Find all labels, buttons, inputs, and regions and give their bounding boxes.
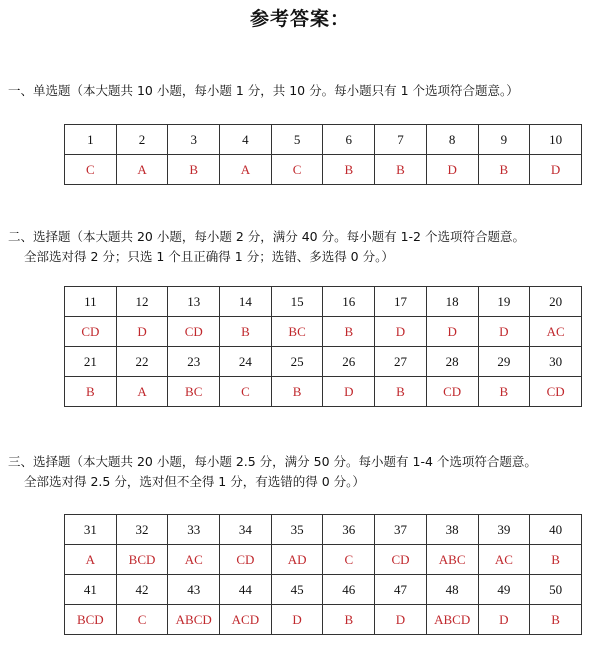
question-number: 17	[375, 287, 427, 317]
answer-cell: B	[478, 377, 530, 407]
question-number: 27	[375, 347, 427, 377]
answer-cell: AC	[530, 317, 582, 347]
question-number: 13	[168, 287, 220, 317]
answer-cell: AC	[168, 545, 220, 575]
section-2-heading-line-1: 二、选择题（本大题共 20 小题，每小题 2 分，满分 40 分。每小题有 1-2 个选项符合题意。	[8, 229, 525, 244]
question-number: 25	[271, 347, 323, 377]
answer-cell: C	[65, 155, 117, 185]
answer-cell: B	[323, 317, 375, 347]
section-1-heading-line: 一、单选题（本大题共 10 小题，每小题 1 分，共 10 分。每小题只有 1 个选项符合题意。）	[8, 83, 519, 98]
question-number: 22	[116, 347, 168, 377]
answer-cell: BCD	[65, 605, 117, 635]
question-number: 18	[426, 287, 478, 317]
question-number: 8	[426, 125, 478, 155]
section-1-answer-table	[64, 124, 582, 185]
answer-cell: D	[375, 317, 427, 347]
answer-cell: AD	[271, 545, 323, 575]
question-number: 49	[478, 575, 530, 605]
question-number: 7	[375, 125, 427, 155]
question-number: 34	[220, 515, 272, 545]
answer-cell: BC	[271, 317, 323, 347]
answer-cell: B	[478, 155, 530, 185]
answer-cell: B	[375, 155, 427, 185]
answer-cell: ABC	[426, 545, 478, 575]
answer-cell: D	[375, 605, 427, 635]
answer-cell: ABCD	[426, 605, 478, 635]
question-number: 29	[478, 347, 530, 377]
answer-cell: C	[116, 605, 168, 635]
question-number: 24	[220, 347, 272, 377]
question-number: 30	[530, 347, 582, 377]
question-number: 48	[426, 575, 478, 605]
section-3-heading-line-1: 三、选择题（本大题共 20 小题，每小题 2.5 分，满分 50 分。每小题有 1-4 个选项符合题意。	[8, 454, 537, 469]
answer-cell: C	[271, 155, 323, 185]
question-number: 5	[271, 125, 323, 155]
section-1-heading	[8, 81, 519, 101]
answer-cell: C	[220, 377, 272, 407]
question-number: 28	[426, 347, 478, 377]
question-number: 50	[530, 575, 582, 605]
answer-cell: D	[116, 317, 168, 347]
question-number: 16	[323, 287, 375, 317]
answer-cell: B	[220, 317, 272, 347]
answer-cell: D	[478, 605, 530, 635]
question-number: 3	[168, 125, 220, 155]
question-number: 11	[65, 287, 117, 317]
answer-cell: CD	[168, 317, 220, 347]
answer-cell: B	[271, 377, 323, 407]
section-3-answer-table	[64, 514, 582, 635]
answer-cell: A	[116, 377, 168, 407]
question-number: 42	[116, 575, 168, 605]
table-row	[65, 155, 582, 185]
answer-cell: AC	[478, 545, 530, 575]
question-number: 37	[375, 515, 427, 545]
answer-cell: D	[426, 317, 478, 347]
answer-cell: D	[323, 377, 375, 407]
question-number: 20	[530, 287, 582, 317]
question-number: 35	[271, 515, 323, 545]
table-row	[65, 317, 582, 347]
question-number: 44	[220, 575, 272, 605]
question-number: 19	[478, 287, 530, 317]
answer-cell: BCD	[116, 545, 168, 575]
question-number: 31	[65, 515, 117, 545]
table-row	[65, 377, 582, 407]
answer-cell: B	[323, 605, 375, 635]
question-number: 36	[323, 515, 375, 545]
page-title: 参考答案：	[249, 8, 350, 30]
answer-cell: A	[116, 155, 168, 185]
table-row	[65, 545, 582, 575]
answer-cell: B	[530, 605, 582, 635]
answer-cell: D	[426, 155, 478, 185]
section-2-heading-line-2: 全部选对得 2 分；只选 1 个且正确得 1 分；选错、多选得 0 分。）	[24, 249, 394, 264]
question-number: 15	[271, 287, 323, 317]
answer-cell: A	[220, 155, 272, 185]
answer-cell: D	[478, 317, 530, 347]
question-number: 23	[168, 347, 220, 377]
question-number: 26	[323, 347, 375, 377]
question-number: 4	[220, 125, 272, 155]
question-number: 40	[530, 515, 582, 545]
section-3-heading-line-2: 全部选对得 2.5 分，选对但不全得 1 分，有选错的得 0 分。）	[24, 474, 365, 489]
question-number: 47	[375, 575, 427, 605]
answer-cell: CD	[65, 317, 117, 347]
section-2-heading	[8, 227, 525, 267]
answer-cell: B	[323, 155, 375, 185]
table-row	[65, 575, 582, 605]
question-number: 6	[323, 125, 375, 155]
question-number: 1	[65, 125, 117, 155]
question-number: 33	[168, 515, 220, 545]
answer-cell: D	[271, 605, 323, 635]
answer-cell: BC	[168, 377, 220, 407]
answer-cell: B	[375, 377, 427, 407]
table-row	[65, 347, 582, 377]
table-row	[65, 287, 582, 317]
answer-cell: A	[65, 545, 117, 575]
answer-cell: B	[65, 377, 117, 407]
answer-cell: B	[530, 545, 582, 575]
section-3-heading	[8, 452, 537, 492]
question-number: 14	[220, 287, 272, 317]
question-number: 10	[530, 125, 582, 155]
answer-cell: CD	[426, 377, 478, 407]
question-number: 12	[116, 287, 168, 317]
table-row	[65, 125, 582, 155]
answer-cell: ABCD	[168, 605, 220, 635]
question-number: 38	[426, 515, 478, 545]
question-number: 9	[478, 125, 530, 155]
question-number: 43	[168, 575, 220, 605]
answer-cell: ACD	[220, 605, 272, 635]
answer-cell: D	[530, 155, 582, 185]
answer-cell: B	[168, 155, 220, 185]
question-number: 39	[478, 515, 530, 545]
section-2-answer-table	[64, 286, 582, 407]
question-number: 21	[65, 347, 117, 377]
answer-cell: CD	[375, 545, 427, 575]
table-row	[65, 605, 582, 635]
answer-cell: CD	[220, 545, 272, 575]
table-row	[65, 515, 582, 545]
question-number: 41	[65, 575, 117, 605]
question-number: 2	[116, 125, 168, 155]
question-number: 45	[271, 575, 323, 605]
answer-cell: C	[323, 545, 375, 575]
question-number: 46	[323, 575, 375, 605]
answer-cell: CD	[530, 377, 582, 407]
question-number: 32	[116, 515, 168, 545]
